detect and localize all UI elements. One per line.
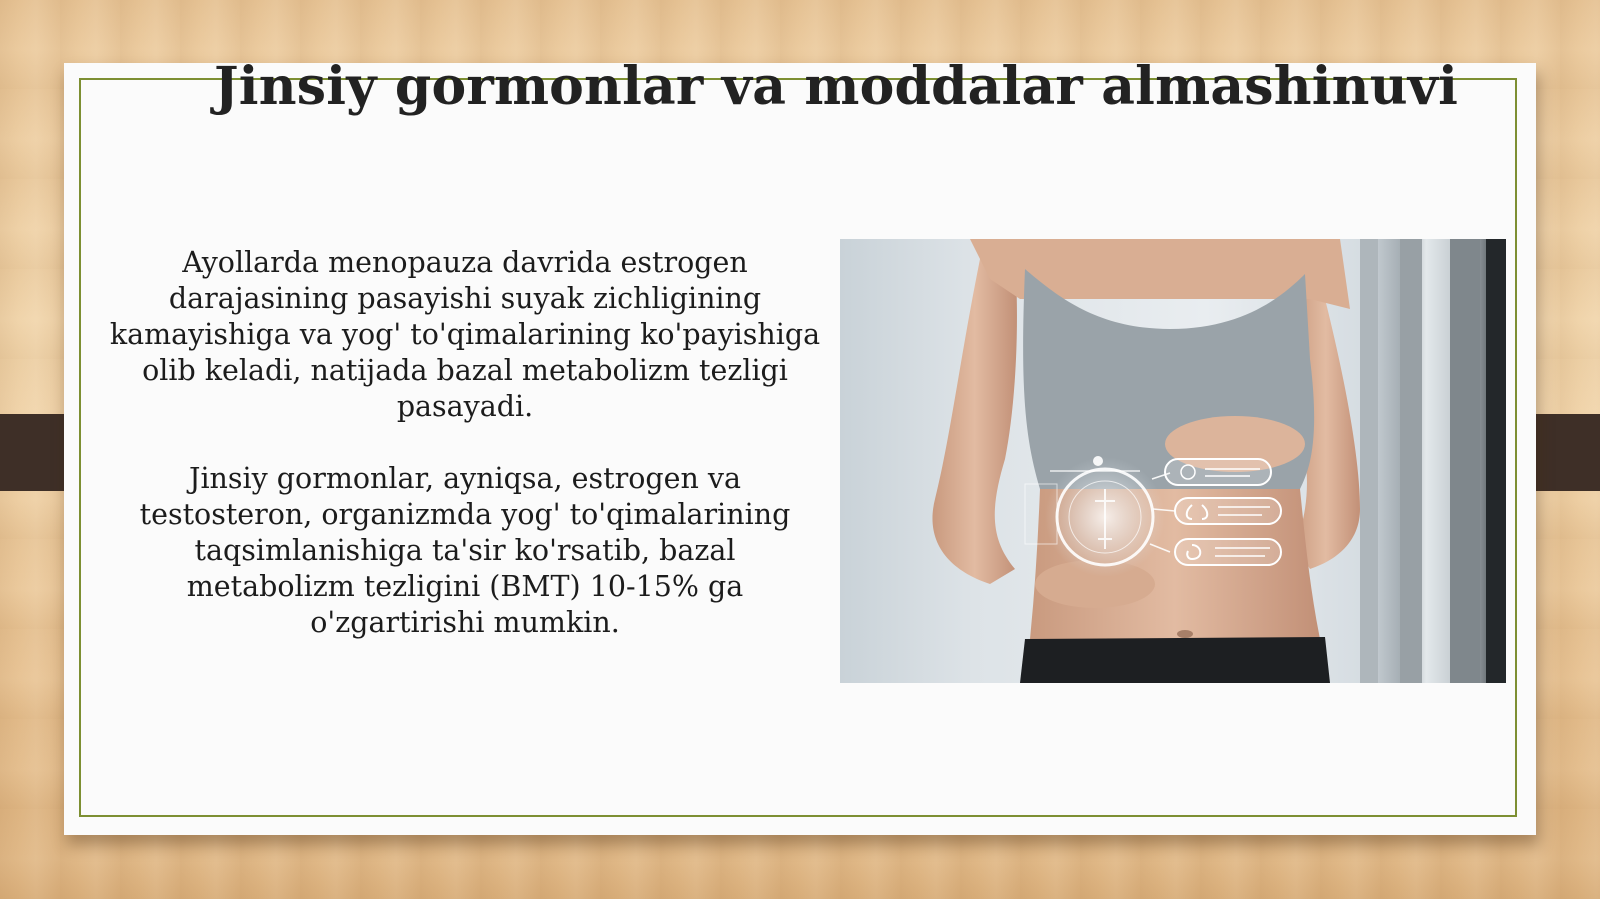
curtain-fold <box>1360 239 1378 683</box>
paragraph-hormones: Jinsiy gormonlar, ayniqsa, estrogen va testosteron, organizmda yog' to'qimalarining taqsimlanishiga ta'sir ko'rsatib, bazal metabolizm tezligini (BMT) 10-15% ga o'zgartirishi mumkin. <box>139 462 791 639</box>
slide-title: Jinsiy gormonlar va moddalar almashinuvi <box>214 56 1459 117</box>
curtain-fold <box>1400 239 1422 683</box>
photo-illustration <box>840 239 1506 683</box>
curtain-fold <box>1450 239 1480 683</box>
metabolism-photo <box>840 239 1506 683</box>
hud-pill-lungs <box>1175 498 1281 524</box>
heart-icon <box>1093 456 1103 466</box>
slide <box>64 56 1536 835</box>
pants <box>1020 637 1330 683</box>
window-edge <box>1486 239 1506 683</box>
paragraph-menopause: Ayollarda menopauza davrida estrogen darajasining pasayishi suyak zichligining kamayishiga va yog' to'qimalarining ko'payishiga olib keladi, natijada bazal metabolizm tezligi pasayadi. <box>109 246 821 423</box>
left-arm <box>932 259 1016 584</box>
slide-body <box>108 245 822 641</box>
hud-pill-stomach <box>1175 539 1281 565</box>
navel <box>1177 630 1193 638</box>
